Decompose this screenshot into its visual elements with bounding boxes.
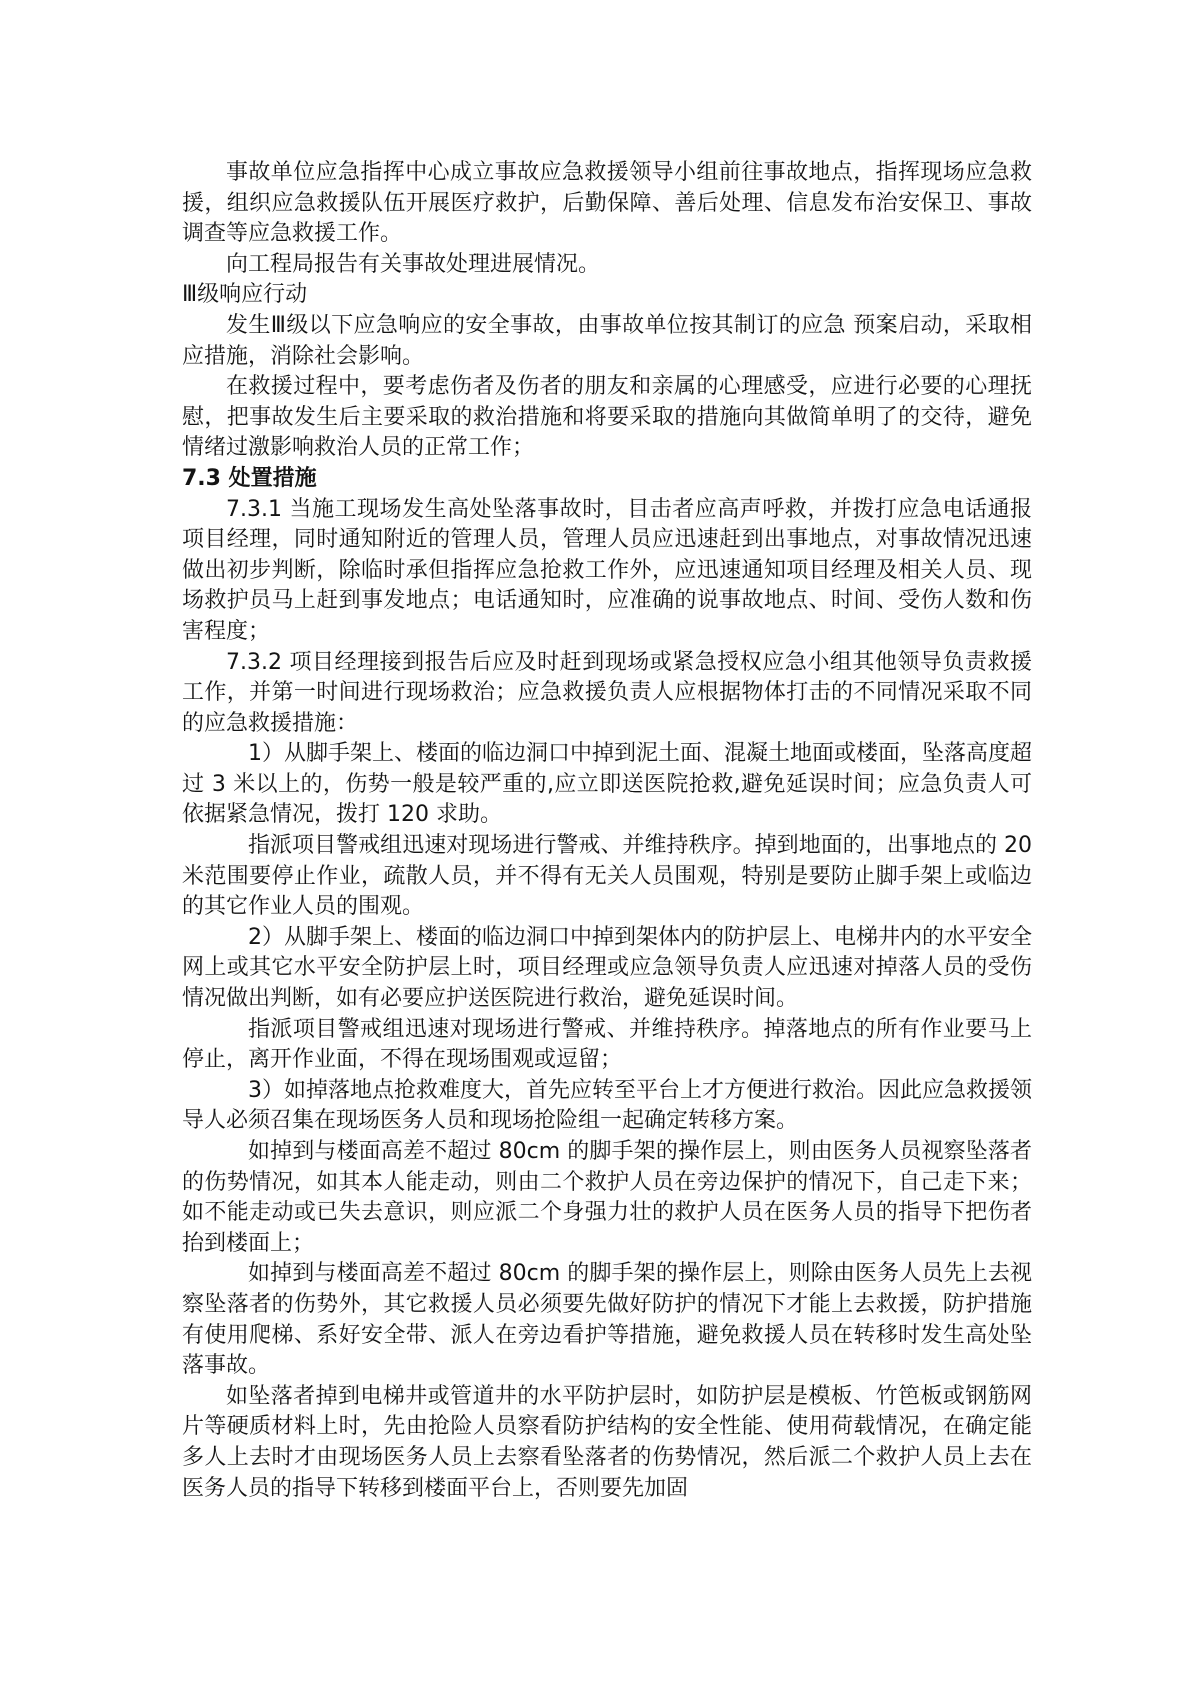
section-heading-7-3: 7.3 处置措施 xyxy=(182,465,317,491)
paragraph-level-3-accident: 发生Ⅲ级以下应急响应的安全事故，由事故单位按其制订的应急 预案启动，采取相应措施，消除社会影响。 xyxy=(182,312,1032,369)
paragraph-7-3-2: 7.3.2 项目经理接到报告后应及时赶到现场或紧急授权应急小组其他领导负责救援工作，并第一时间进行现场救治；应急救援负责人应根据物体打击的不同情况采取不同的应急救援措施： xyxy=(182,649,1032,736)
paragraph-guard-stop-work: 指派项目警戒组迅速对现场进行警戒、并维持秩序。掉落地点的所有作业要马上停止，离开作业面，不得在现场围观或逗留； xyxy=(182,1016,1032,1073)
paragraph-report-bureau: 向工程局报告有关事故处理进展情况。 xyxy=(226,251,601,277)
paragraph-psychological-comfort: 在救援过程中，要考虑伤者及伤者的朋友和亲属的心理感受，应进行必要的心理抚慰，把事故发生后主要采取的救治措施和将要采取的措施向其做简单明了的交待，避免情绪过激影响救治人员的正常工作； xyxy=(182,374,1032,461)
subheading-level-3-response: Ⅲ级响应行动 xyxy=(182,282,308,308)
list-item-2: 2）从脚手架上、楼面的临边洞口中掉到架体内的防护层上、电梯井内的水平安全网上或其它水平安全防护层上时，项目经理或应急领导负责人应迅速对掉落人员的受伤情况做出判断，如有必要应护送医院进行救治，避免延误时间。 xyxy=(182,924,1032,1012)
paragraph-7-3-1: 7.3.1 当施工现场发生高处坠落事故时，目击者应高声呼救，并拨打应急电话通报项目经理，同时通知附近的管理人员，管理人员应迅速赶到出事地点，对事故情况迅速做出初步判断，除临时承但指挥应急抢救工作外，应迅速通知项目经理及相关人员、现场救护员马上赶到事发地点；电话通知时，应准确的说事故地点、时间、受伤人数和伤害程度； xyxy=(182,496,1032,644)
document-page xyxy=(182,158,1032,1504)
paragraph-elevator-shaft: 如坠落者掉到电梯井或管道井的水平防护层时，如防护层是模板、竹笆板或钢筋网片等硬质材料上时，先由抢险人员察看防护结构的安全性能、使用荷载情况，在确定能多人上去时才由现场医务人员上去察看坠落者的伤势情况，然后派二个救护人员上去在医务人员的指导下转移到楼面平台上，否则要先加固 xyxy=(182,1383,1032,1501)
paragraph-guard-20m: 指派项目警戒组迅速对现场进行警戒、并维持秩序。掉到地面的，出事地点的 20 米范围要停止作业，疏散人员，并不得有无关人员围观，特别是要防止脚手架上或临边的其它作业人员的围观。 xyxy=(182,833,1032,920)
paragraph-emergency-command: 事故单位应急指挥中心成立事故应急救援领导小组前往事故地点，指挥现场应急救援，组织应急救援队伍开展医疗救护，后勤保障、善后处理、信息发布治安保卫、事故调查等应急救援工作。 xyxy=(182,160,1032,247)
list-item-1: 1）从脚手架上、楼面的临边洞口中掉到泥土面、混凝土地面或楼面，坠落高度超过 3 米以上的，伤势一般是较严重的,应立即送医院抢救,避免延误时间；应急负责人可依据紧急情况，拨打 120 求助。 xyxy=(182,741,1032,828)
paragraph-80cm-walk: 如掉到与楼面高差不超过 80cm 的脚手架的操作层上，则由医务人员视察坠落者的伤势情况，如其本人能走动，则由二个救护人员在旁边保护的情况下，自己走下来；如不能走动或已失去意识，则应派二个身强力壮的救护人员在医务人员的指导下把伤者抬到楼面上； xyxy=(182,1139,1032,1256)
list-item-3: 3）如掉落地点抢救难度大，首先应转至平台上才方便进行救治。因此应急救援领导人必须召集在现场医务人员和现场抢险组一起确定转移方案。 xyxy=(182,1077,1032,1134)
paragraph-80cm-rescue: 如掉到与楼面高差不超过 80cm 的脚手架的操作层上，则除由医务人员先上去视察坠落者的伤势外，其它救援人员必须要先做好防护的情况下才能上去救援，防护措施有使用爬梯、系好安全带、派人在旁边看护等措施，避免救援人员在转移时发生高处坠落事故。 xyxy=(182,1261,1032,1379)
